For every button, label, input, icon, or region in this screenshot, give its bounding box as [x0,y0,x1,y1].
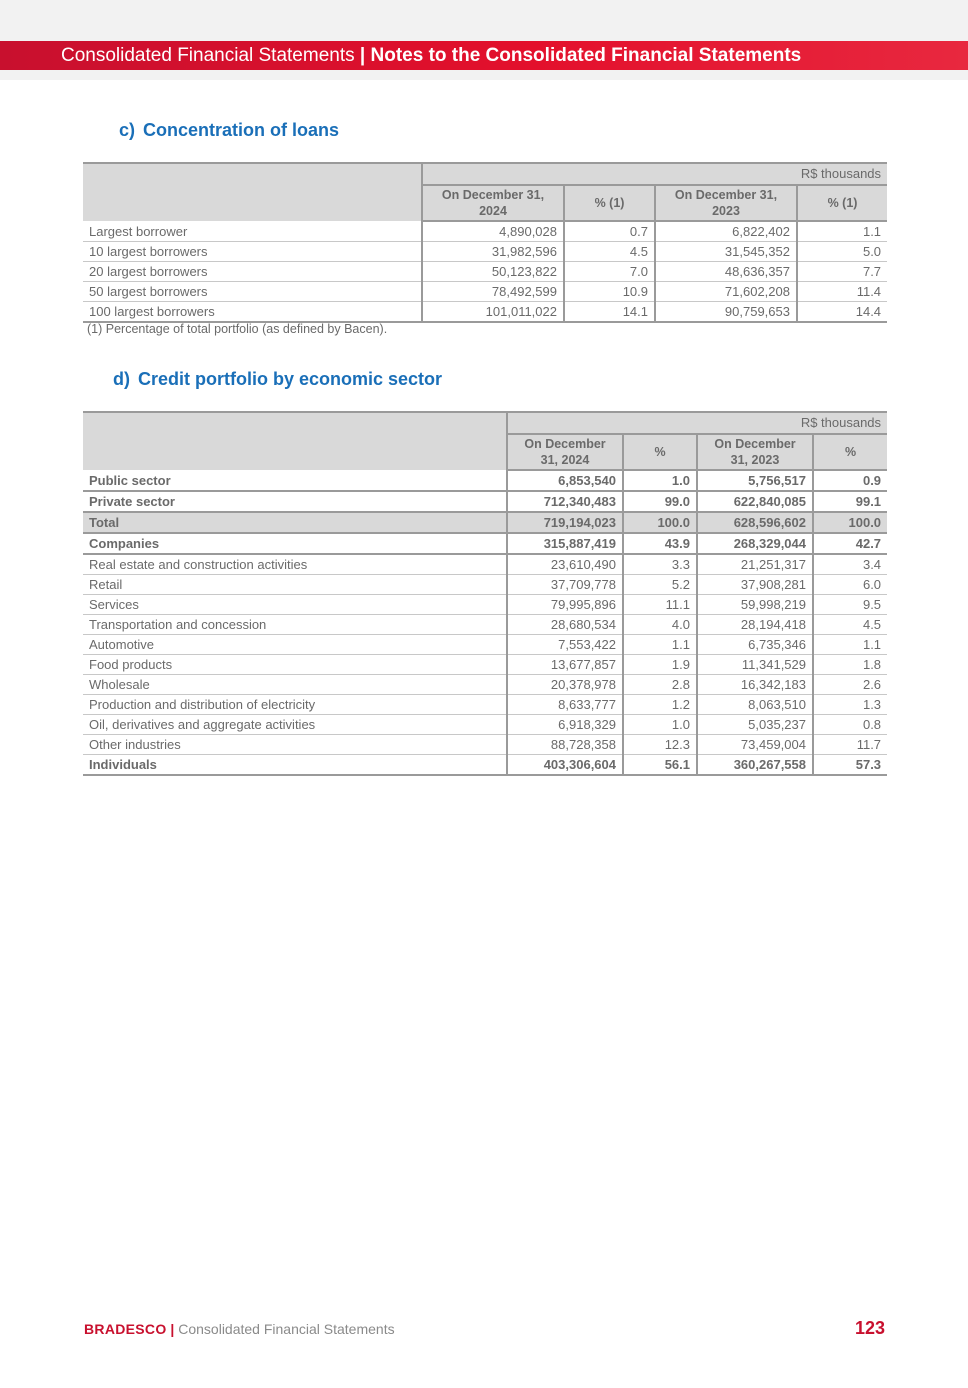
cell-value: 0.8 [813,715,887,735]
table-row [83,595,887,615]
row-label: Services [83,595,507,615]
section-c-letter: c) [119,120,136,140]
cell-value: 1.2 [623,695,697,715]
table-row [83,575,887,595]
col-header: On December 31, 2024 [507,434,623,470]
cell-value: 1.0 [623,715,697,735]
col-header: % (1) [564,185,655,221]
cell-value: 6.0 [813,575,887,595]
page-number: 123 [854,1318,885,1338]
cell-value: 0.7 [564,221,655,242]
header-right: Notes to the Consolidated Financial Statements [370,45,802,66]
table-row [83,735,887,755]
cell-value: 1.3 [813,695,887,715]
row-label: 50 largest borrowers [83,282,422,302]
cell-value: 360,267,558 [697,755,813,776]
table-row [83,491,887,512]
row-label: Wholesale [83,675,507,695]
cell-value: 31,982,596 [422,242,564,262]
cell-value: 79,995,896 [507,595,623,615]
cell-value: 1.0 [623,470,697,491]
cell-value: 5.2 [623,575,697,595]
cell-value: 9.5 [813,595,887,615]
row-label: 20 largest borrowers [83,262,422,282]
cell-value: 57.3 [813,755,887,776]
row-label: Food products [83,655,507,675]
cell-value: 1.8 [813,655,887,675]
cell-value: 71,602,208 [655,282,797,302]
cell-value: 5.0 [797,242,887,262]
cell-value: 5,756,517 [697,470,813,491]
header-banner [0,41,968,70]
cell-value: 6,918,329 [507,715,623,735]
row-label: Private sector [83,491,507,512]
cell-value: 6,822,402 [655,221,797,242]
table-row [83,755,887,776]
cell-value: 8,633,777 [507,695,623,715]
col-header: On December 31, 2023 [655,185,797,221]
cell-value: 1.1 [797,221,887,242]
table-d-stub [83,412,507,470]
table-row [83,302,887,323]
table-d-unit: R$ thousands [507,412,887,434]
header-separator: | [359,45,366,66]
row-label: Real estate and construction activities [83,554,507,575]
cell-value: 0.9 [813,470,887,491]
cell-value: 14.1 [564,302,655,323]
table-row [83,221,887,242]
cell-value: 11,341,529 [697,655,813,675]
cell-value: 622,840,085 [697,491,813,512]
cell-value: 2.6 [813,675,887,695]
cell-value: 21,251,317 [697,554,813,575]
cell-value: 59,998,219 [697,595,813,615]
cell-value: 100.0 [623,512,697,533]
table-row [83,695,887,715]
credit-by-sector-table [83,411,887,776]
cell-value: 37,908,281 [697,575,813,595]
cell-value: 8,063,510 [697,695,813,715]
row-label: Other industries [83,735,507,755]
cell-value: 16,342,183 [697,675,813,695]
cell-value: 100.0 [813,512,887,533]
cell-value: 50,123,822 [422,262,564,282]
cell-value: 2.8 [623,675,697,695]
col-header: % [623,434,697,470]
brand-logo: BRADESCO [84,1321,167,1337]
col-header: On December 31, 2024 [422,185,564,221]
table-row [83,615,887,635]
header-left: Consolidated Financial Statements [61,45,355,66]
section-d-title [113,369,442,390]
table-c-stub [83,163,422,221]
cell-value: 719,194,023 [507,512,623,533]
cell-value: 6,853,540 [507,470,623,491]
table-row [83,655,887,675]
row-label: Automotive [83,635,507,655]
cell-value: 11.1 [623,595,697,615]
cell-value: 6,735,346 [697,635,813,655]
cell-value: 31,545,352 [655,242,797,262]
section-d-letter: d) [113,369,130,389]
table-row [83,262,887,282]
col-header: On December 31, 2023 [697,434,813,470]
table-row [83,282,887,302]
footer [84,1321,395,1337]
row-label: Companies [83,533,507,554]
table-row [83,675,887,695]
row-label: Retail [83,575,507,595]
cell-value: 73,459,004 [697,735,813,755]
cell-value: 48,636,357 [655,262,797,282]
cell-value: 56.1 [623,755,697,776]
row-label: Production and distribution of electricity [83,695,507,715]
section-d-heading: Credit portfolio by economic sector [138,369,443,389]
cell-value: 5,035,237 [697,715,813,735]
footnote: (1) Percentage of total portfolio (as defined by Bacen). [87,322,388,336]
cell-value: 78,492,599 [422,282,564,302]
total-row [83,512,887,533]
cell-value: 99.0 [623,491,697,512]
row-label: Transportation and concession [83,615,507,635]
table-c-unit: R$ thousands [422,163,887,185]
col-header: % [813,434,887,470]
row-label: Total [83,512,507,533]
cell-value: 7.0 [564,262,655,282]
loan-concentration-table [83,162,887,323]
section-c-heading: Concentration of loans [143,120,340,140]
cell-value: 628,596,602 [697,512,813,533]
cell-value: 14.4 [797,302,887,323]
table-row [83,715,887,735]
cell-value: 99.1 [813,491,887,512]
row-label: Oil, derivatives and aggregate activities [83,715,507,735]
cell-value: 1.1 [813,635,887,655]
row-label: Public sector [83,470,507,491]
cell-value: 10.9 [564,282,655,302]
row-label: Largest borrower [83,221,422,242]
cell-value: 23,610,490 [507,554,623,575]
table-row [83,470,887,491]
cell-value: 4.0 [623,615,697,635]
footer-doc-title: Consolidated Financial Statements [178,1321,395,1337]
cell-value: 28,680,534 [507,615,623,635]
col-header: % (1) [797,185,887,221]
table-row [83,554,887,575]
cell-value: 4.5 [813,615,887,635]
cell-value: 403,306,604 [507,755,623,776]
cell-value: 12.3 [623,735,697,755]
cell-value: 11.7 [813,735,887,755]
cell-value: 3.3 [623,554,697,575]
footer-separator: | [170,1321,175,1337]
table-row [83,635,887,655]
cell-value: 4.5 [564,242,655,262]
cell-value: 315,887,419 [507,533,623,554]
cell-value: 11.4 [797,282,887,302]
cell-value: 7.7 [797,262,887,282]
cell-value: 28,194,418 [697,615,813,635]
cell-value: 268,329,044 [697,533,813,554]
cell-value: 20,378,978 [507,675,623,695]
cell-value: 3.4 [813,554,887,575]
cell-value: 7,553,422 [507,635,623,655]
section-c-title [119,120,339,141]
cell-value: 42.7 [813,533,887,554]
cell-value: 13,677,857 [507,655,623,675]
row-label: 100 largest borrowers [83,302,422,323]
cell-value: 43.9 [623,533,697,554]
table-row [83,242,887,262]
cell-value: 37,709,778 [507,575,623,595]
row-label: 10 largest borrowers [83,242,422,262]
table-row [83,533,887,554]
cell-value: 712,340,483 [507,491,623,512]
cell-value: 4,890,028 [422,221,564,242]
row-label: Individuals [83,755,507,776]
cell-value: 101,011,022 [422,302,564,323]
cell-value: 90,759,653 [655,302,797,323]
cell-value: 1.1 [623,635,697,655]
cell-value: 88,728,358 [507,735,623,755]
cell-value: 1.9 [623,655,697,675]
